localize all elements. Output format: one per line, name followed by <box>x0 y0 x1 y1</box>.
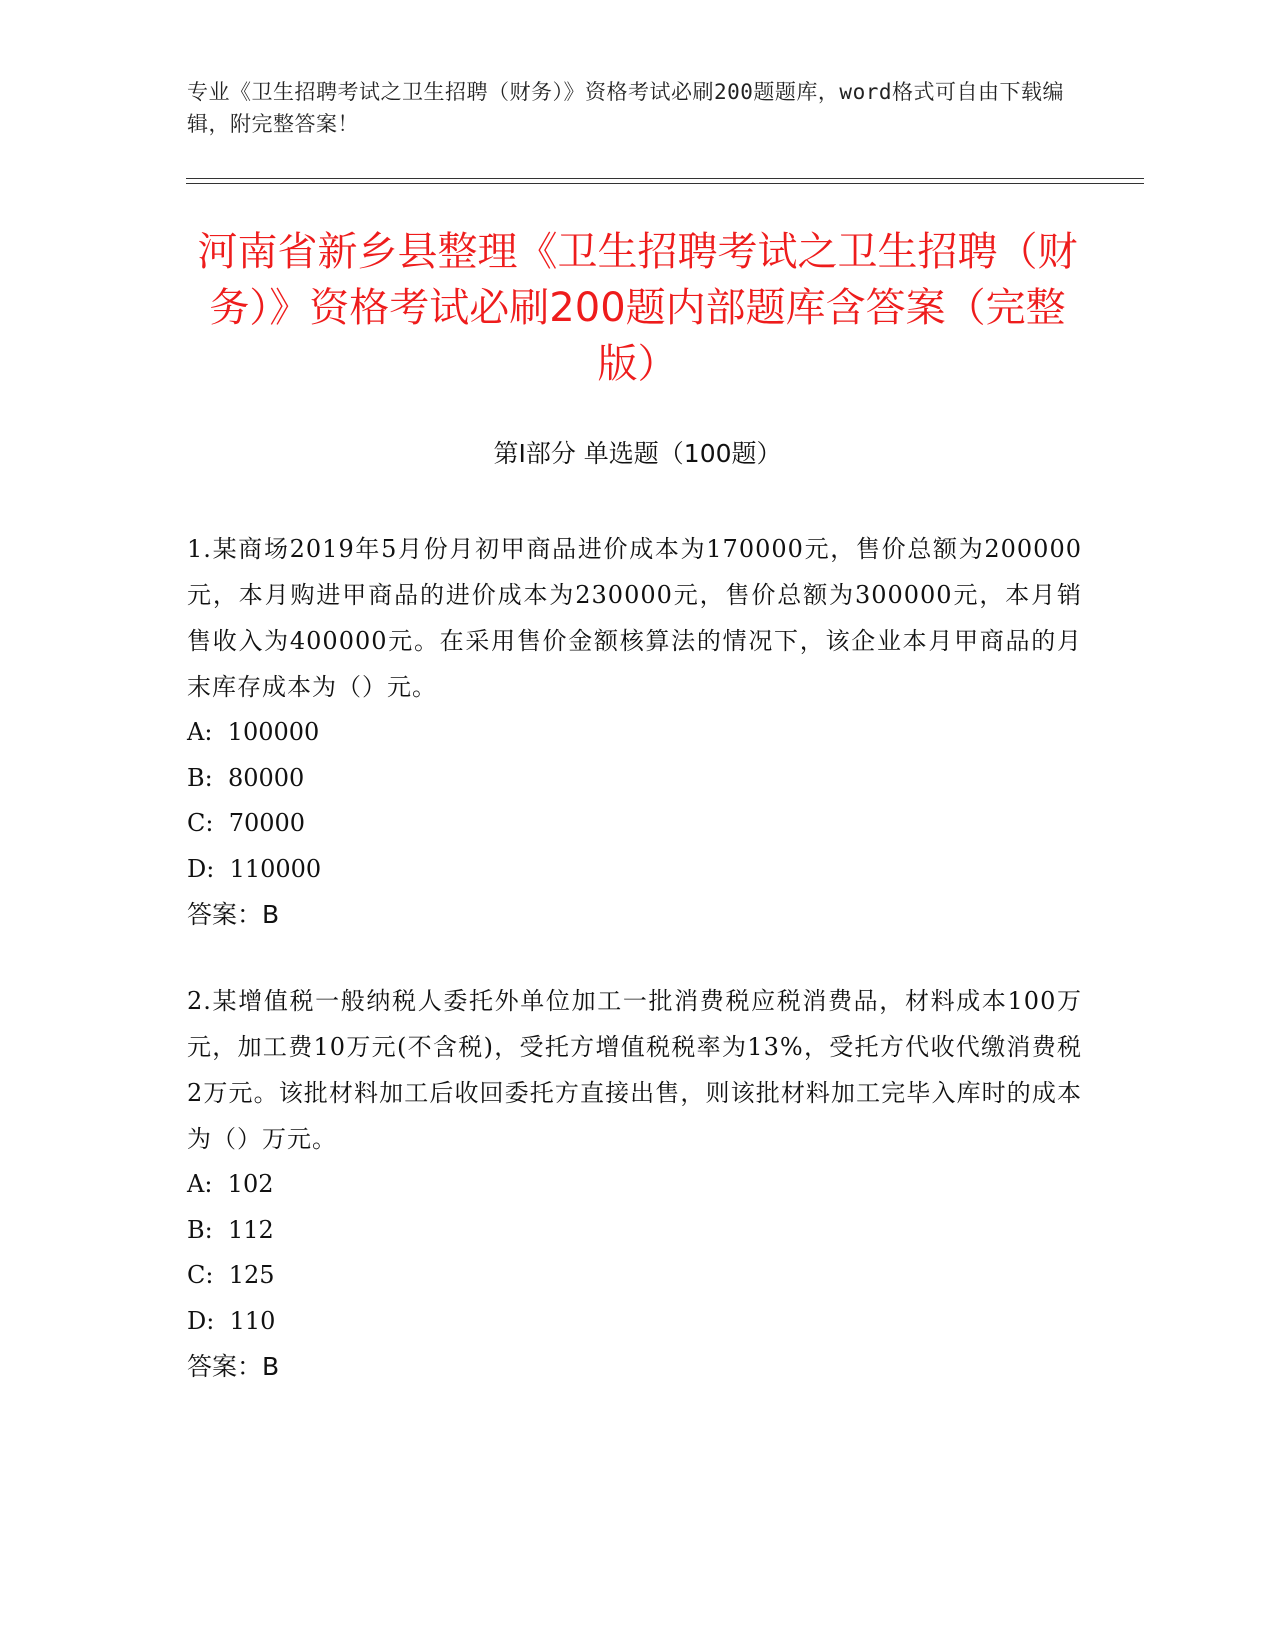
option-b: B: 112 <box>187 1215 274 1244</box>
option-a: A: 100000 <box>187 718 320 746</box>
header-divider-top <box>186 178 1144 179</box>
option-c: C: 70000 <box>187 809 306 837</box>
answer-line: 答案：B <box>187 900 280 929</box>
section-heading: 第I部分 单选题（100题） <box>493 439 782 468</box>
header-divider-bottom <box>186 183 1144 184</box>
header-note: 专业《卫生招聘考试之卫生招聘（财务）》资格考试必刷200题题库，word格式可自由下载编辑，附完整答案！ <box>187 80 1064 136</box>
question-stem: 1.某商场2019年5月份月初甲商品进价成本为170000元，售价总额为200000元，本月购进甲商品的进价成本为230000元，售价总额为300000元，本月销售收入为400000元。在采用售价金额核算法的情况下，该企业本月甲商品的月末库存成本为（）元。 <box>187 535 1082 701</box>
question-2 <box>187 978 1082 1389</box>
question-1 <box>187 526 1082 937</box>
option-d: D: 110 <box>187 1306 276 1335</box>
option-a: A: 102 <box>187 1170 274 1198</box>
document-title: 河南省新乡县整理《卫生招聘考试之卫生招聘（财务）》资格考试必刷200题内部题库含答案（完整版） <box>197 229 1078 387</box>
answer-line: 答案：B <box>187 1352 280 1381</box>
option-b: B: 80000 <box>187 763 305 792</box>
option-c: C: 125 <box>187 1261 275 1289</box>
question-stem: 2.某增值税一般纳税人委托外单位加工一批消费税应税消费品，材料成本100万元，加工费10万元(不含税)，受托方增值税税率为13%，受托方代收代缴消费税2万元。该批材料加工后收回委托方直接出售，则该批材料加工完毕入库时的成本为（）万元。 <box>187 987 1082 1153</box>
option-d: D: 110000 <box>187 854 322 883</box>
